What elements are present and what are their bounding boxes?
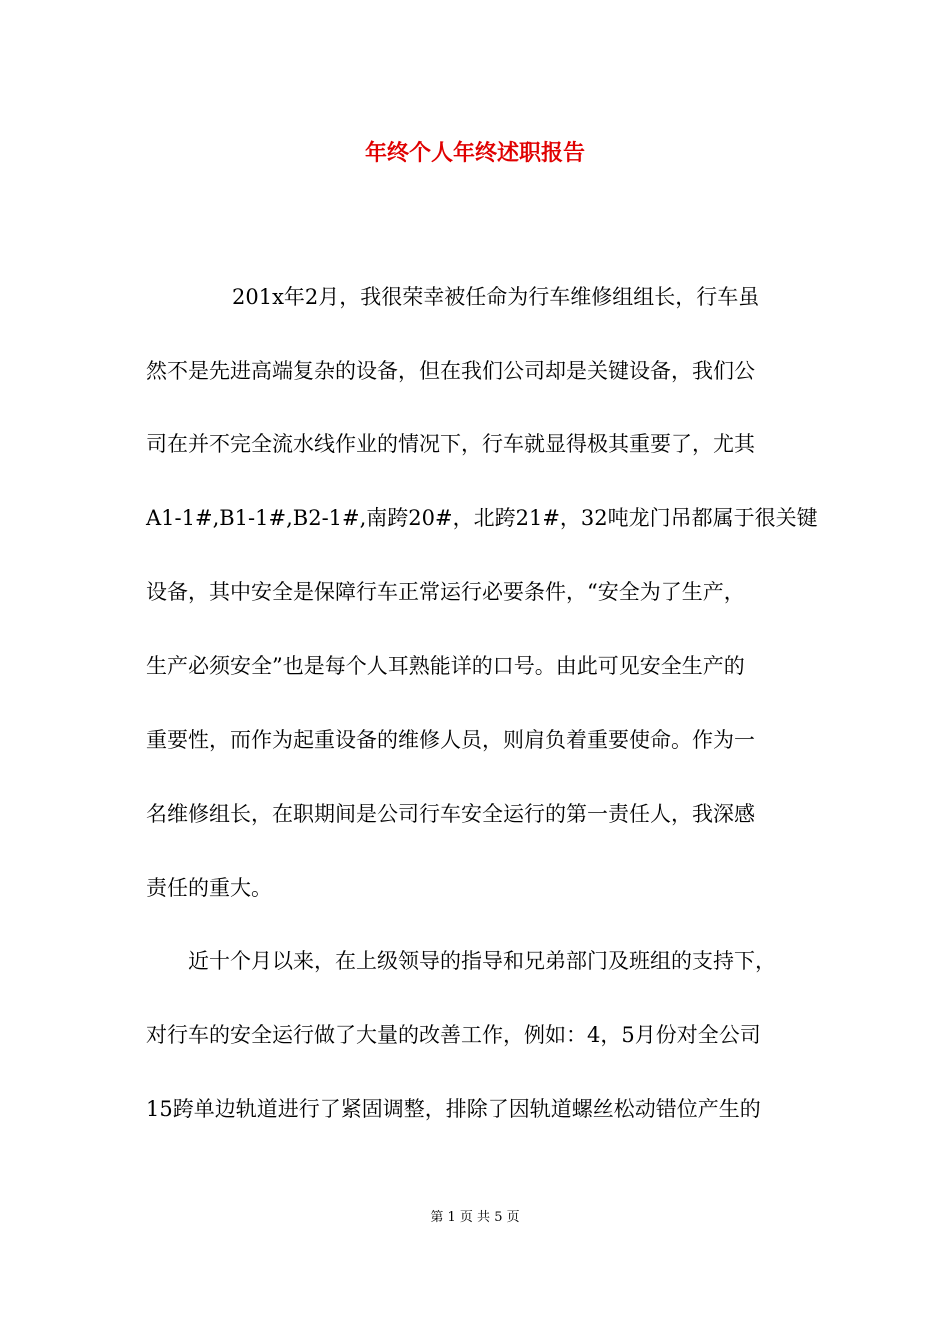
body-line-7: 重要性，而作为起重设备的维修人员，则肩负着重要使命。作为一: [146, 728, 755, 752]
body-line-5: 设备，其中安全是保障行车正常运行必要条件，“安全为了生产，: [146, 580, 745, 604]
body-line-4: A1-1#,B1-1#,B2-1#,南跨20#，北跨21#，32吨龙门吊都属于很关键: [146, 506, 818, 530]
body-line-12: 15跨单边轨道进行了紧固调整，排除了因轨道螺丝松动错位产生的: [146, 1097, 761, 1121]
body-line-9: 责任的重大。: [146, 876, 272, 900]
page-title: 年终个人年终述职报告: [364, 141, 585, 166]
body-line-1: 201x年2月，我很荣幸被任命为行车维修组组长，行车虽: [232, 285, 760, 309]
page-footer: 第 1 页 共 5 页: [430, 1210, 520, 1225]
body-line-6: 生产必须安全”也是每个人耳熟能详的口号。由此可见安全生产的: [146, 654, 745, 678]
body-line-8: 名维修组长，在职期间是公司行车安全运行的第一责任人，我深感: [146, 802, 755, 826]
body-line-11: 对行车的安全运行做了大量的改善工作，例如：4，5月份对全公司: [146, 1023, 761, 1047]
body-line-2: 然不是先进高端复杂的设备，但在我们公司却是关键设备，我们公: [146, 359, 755, 383]
body-line-3: 司在并不完全流水线作业的情况下，行车就显得极其重要了，尤其: [146, 432, 755, 456]
body-line-10: 近十个月以来，在上级领导的指导和兄弟部门及班组的支持下，: [188, 949, 776, 973]
